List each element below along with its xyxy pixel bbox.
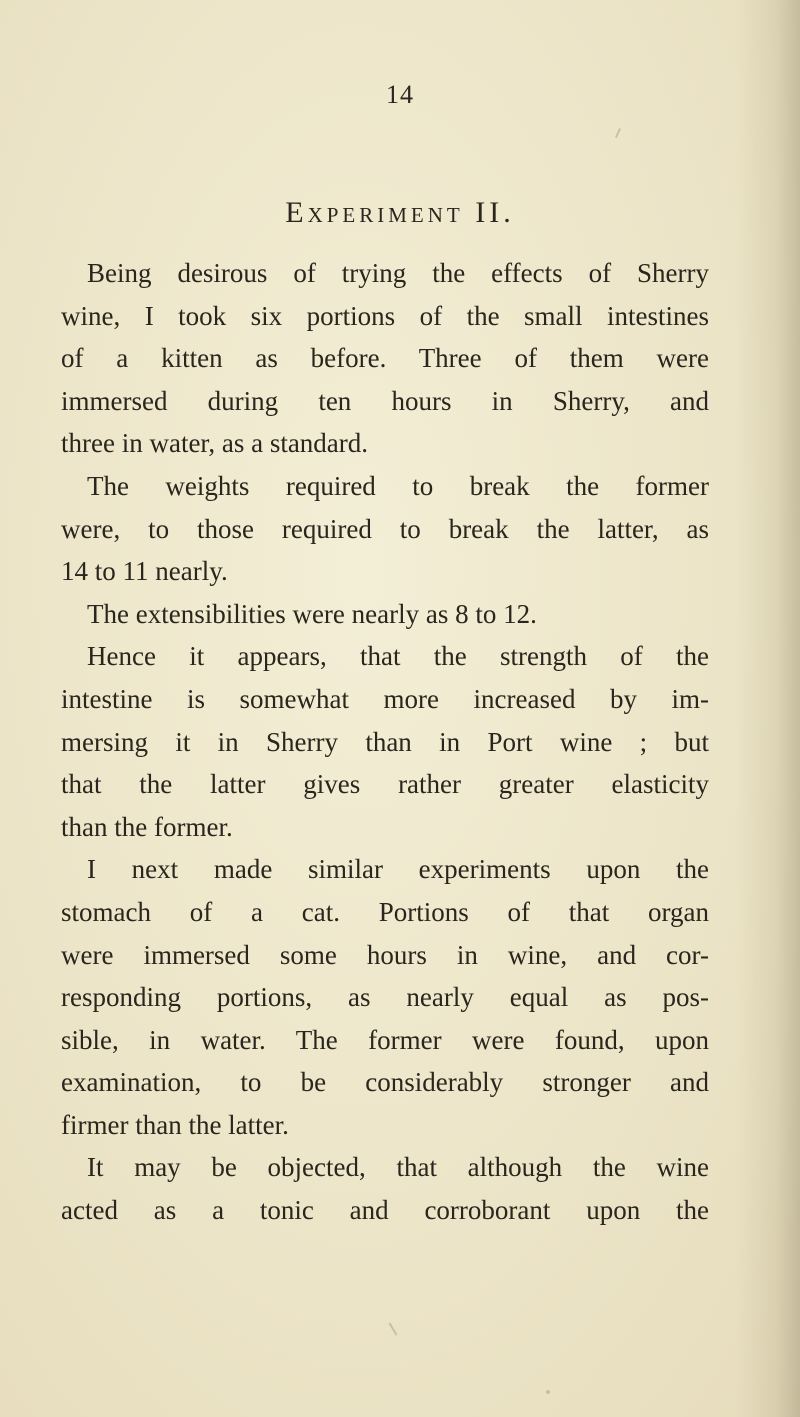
text-line: were, to those required to break the latter, as: [61, 513, 709, 544]
text-line: that the latter gives rather greater elasticity: [61, 769, 709, 800]
paper-speck: [546, 1390, 550, 1394]
paper-speck: [389, 1322, 398, 1335]
text-line: sible, in water. The former were found, upon: [61, 1024, 709, 1055]
text-line: acted as a tonic and corroborant upon the: [61, 1195, 709, 1226]
text-line: responding portions, as nearly equal as pos-: [61, 982, 709, 1013]
page-number: 14: [386, 80, 414, 109]
text-line: wine, I took six portions of the small intestines: [61, 300, 709, 331]
text-line: firmer than the latter.: [61, 1109, 289, 1140]
text-line: intestine is somewhat more increased by im-: [61, 683, 709, 714]
text-line: The extensibilities were nearly as 8 to 12.: [87, 598, 537, 629]
text-line: mersing it in Sherry than in Port wine ; but: [61, 726, 709, 757]
text-line: than the former.: [61, 811, 233, 842]
paper-speck: [615, 128, 621, 138]
text-line: were immersed some hours in wine, and cor-: [61, 939, 709, 970]
text-line: of a kitten as before. Three of them were: [61, 343, 709, 374]
text-line: Hence it appears, that the strength of the: [87, 641, 709, 672]
text-line: The weights required to break the former: [87, 470, 709, 501]
body-text: [61, 252, 709, 1232]
text-line: three in water, as a standard.: [61, 428, 369, 459]
section-heading: Experiment II.: [285, 196, 515, 229]
text-line: stomach of a cat. Portions of that organ: [61, 896, 709, 927]
text-line: It may be objected, that although the wine: [87, 1152, 709, 1183]
text-line: immersed during ten hours in Sherry, and: [61, 385, 709, 416]
text-line: I next made similar experiments upon the: [87, 854, 709, 885]
text-line: 14 to 11 nearly.: [61, 556, 228, 587]
text-line: examination, to be considerably stronger and: [61, 1067, 709, 1098]
text-line: Being desirous of trying the effects of Sherry: [87, 258, 709, 288]
